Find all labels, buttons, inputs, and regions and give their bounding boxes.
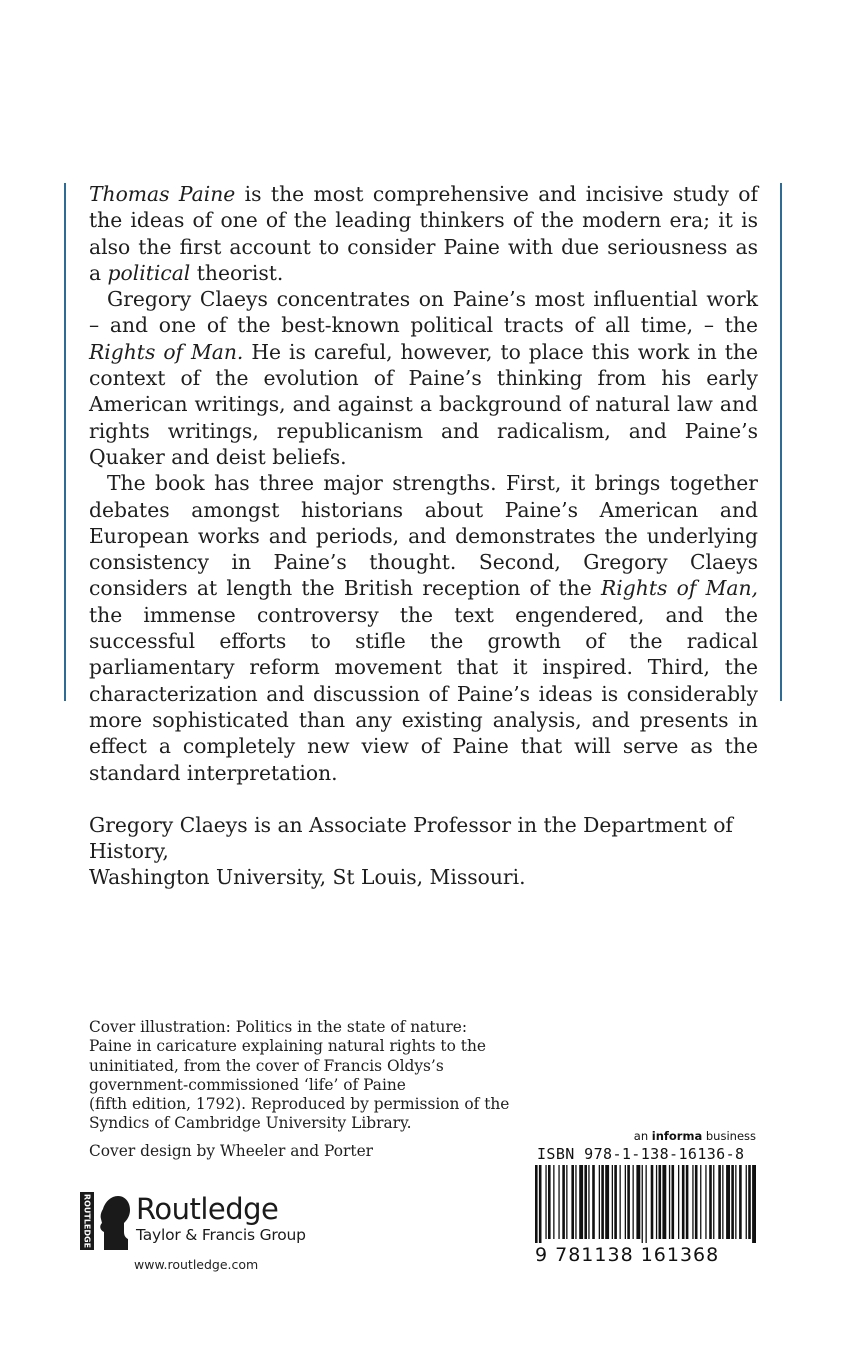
- barcode-bar: [605, 1165, 609, 1239]
- barcode-bar: [601, 1165, 604, 1239]
- barcode-bar: [625, 1165, 626, 1239]
- author-bio: Gregory Claeys is an Associate Professor in the Department of History, Washington University, St Louis, Missouri.: [89, 812, 733, 890]
- barcode-bar: [656, 1165, 657, 1239]
- barcode-bar: [539, 1165, 542, 1243]
- publisher-url: www.routledge.com: [134, 1257, 259, 1272]
- barcode-bar: [642, 1165, 643, 1243]
- barcode-bar: [672, 1165, 675, 1239]
- barcode-bar: [553, 1165, 554, 1239]
- barcode-bar: [659, 1165, 662, 1239]
- barcode-bar: [627, 1165, 630, 1239]
- barcode-bar: [558, 1165, 559, 1239]
- blurb-paragraph-2: Gregory Claeys concentrates on Paine’s most influential work – and one of the best-known political tracts of all time, – the Rights of Man. He is careful, however, to place this work in the context of the evolution of Paine’s thinking from his early American writings, and against a background of natural law and rights writings, republicanism and radicalism, and Paine’s Quaker and deist beliefs.: [89, 287, 759, 469]
- routledge-profile-icon: [80, 1192, 134, 1250]
- barcode-bar: [748, 1165, 751, 1239]
- back-cover-blurb: [89, 181, 758, 891]
- barcode-bar: [686, 1165, 689, 1239]
- right-blue-rule: [780, 183, 782, 701]
- barcode-bar: [752, 1165, 756, 1243]
- barcode-bar: [571, 1165, 574, 1239]
- barcode-bar: [735, 1165, 736, 1239]
- blurb-paragraph-3: The book has three major strengths. First, it brings together debates amongst historians about Paine’s American and European works and periods, and demonstrates the underlying consistency in Paine’s thought. Second, Gregory Claeys considers at length the British reception of the Rights of Man, the immense controversy the text engendered, and the successful efforts to stifle the growth of the radical parliamentary reform movement that it inspired. Third, the characterization and discussion of Paine’s ideas is considerably more sophisticated than any existing analysis, and presents in effect a completely new view of Paine that will serve as the standard interpretation.: [89, 471, 758, 785]
- barcode-digits: 9 781138 161368: [535, 1244, 720, 1266]
- publisher-name: Routledge: [136, 1192, 279, 1226]
- barcode-bar: [662, 1165, 666, 1239]
- left-blue-rule: [64, 183, 66, 701]
- barcode-bar: [620, 1165, 621, 1239]
- barcode-bar: [579, 1165, 583, 1239]
- routledge-vertical-wordmark: ROUTLEDGE: [82, 1193, 92, 1249]
- publisher-group: Taylor & Francis Group: [136, 1226, 306, 1244]
- barcode-bar: [746, 1165, 747, 1239]
- routledge-logo: [80, 1192, 310, 1250]
- barcode-bar: [588, 1165, 589, 1239]
- barcode-bar: [669, 1165, 670, 1239]
- barcode-bar: [614, 1165, 617, 1239]
- barcode-bar: [548, 1165, 551, 1239]
- barcode-bar: [739, 1165, 742, 1239]
- barcode-bar: [695, 1165, 698, 1239]
- barcode-bar: [678, 1165, 679, 1239]
- barcode-bar: [584, 1165, 587, 1239]
- barcode-bar: [646, 1165, 647, 1243]
- barcode-bar: [692, 1165, 693, 1239]
- informa-tagline: an informa business: [633, 1129, 756, 1143]
- barcode-bar: [726, 1165, 730, 1239]
- barcode-bar: [700, 1165, 701, 1239]
- barcode-bar: [709, 1165, 712, 1239]
- barcode-bar: [718, 1165, 721, 1239]
- barcode-bar: [599, 1165, 600, 1239]
- book-title-italic: Thomas Paine: [89, 182, 236, 206]
- barcode-bar: [636, 1165, 640, 1239]
- blurb-paragraph-1: Thomas Paine is the most comprehensive and incisive study of the ideas of one of the leading thinkers of the modern era; it is also the first account to consider Paine with due seriousness as a political theorist.: [89, 182, 758, 285]
- isbn-text: ISBN 978-1-138-16136-8: [537, 1145, 745, 1163]
- barcode-bar: [682, 1165, 685, 1239]
- barcode-bar: [566, 1165, 567, 1239]
- barcode-bar: [705, 1165, 706, 1239]
- isbn-barcode: [535, 1165, 757, 1243]
- barcode-bar: [592, 1165, 595, 1239]
- barcode-bar: [713, 1165, 714, 1239]
- barcode-bar: [575, 1165, 576, 1239]
- cover-design-credit: Cover design by Wheeler and Porter: [89, 1142, 374, 1160]
- barcode-bar: [731, 1165, 734, 1239]
- barcode-bar: [633, 1165, 634, 1239]
- cover-illustration-credit: Cover illustration: Politics in the state of nature: Paine in caricature explaining natural rights to the uninitiated, from the cover of Francis Oldys’s government-commissioned ‘life’ of Paine (fifth edition, 1792). Reproduced by permission of the Syndics of Cambridge University Library.: [89, 1018, 510, 1133]
- barcode-bar: [562, 1165, 565, 1239]
- barcode-bar: [535, 1165, 538, 1243]
- barcode-bar: [651, 1165, 654, 1239]
- barcode-bar: [545, 1165, 546, 1239]
- barcode-bar: [612, 1165, 613, 1239]
- barcode-bar: [722, 1165, 723, 1239]
